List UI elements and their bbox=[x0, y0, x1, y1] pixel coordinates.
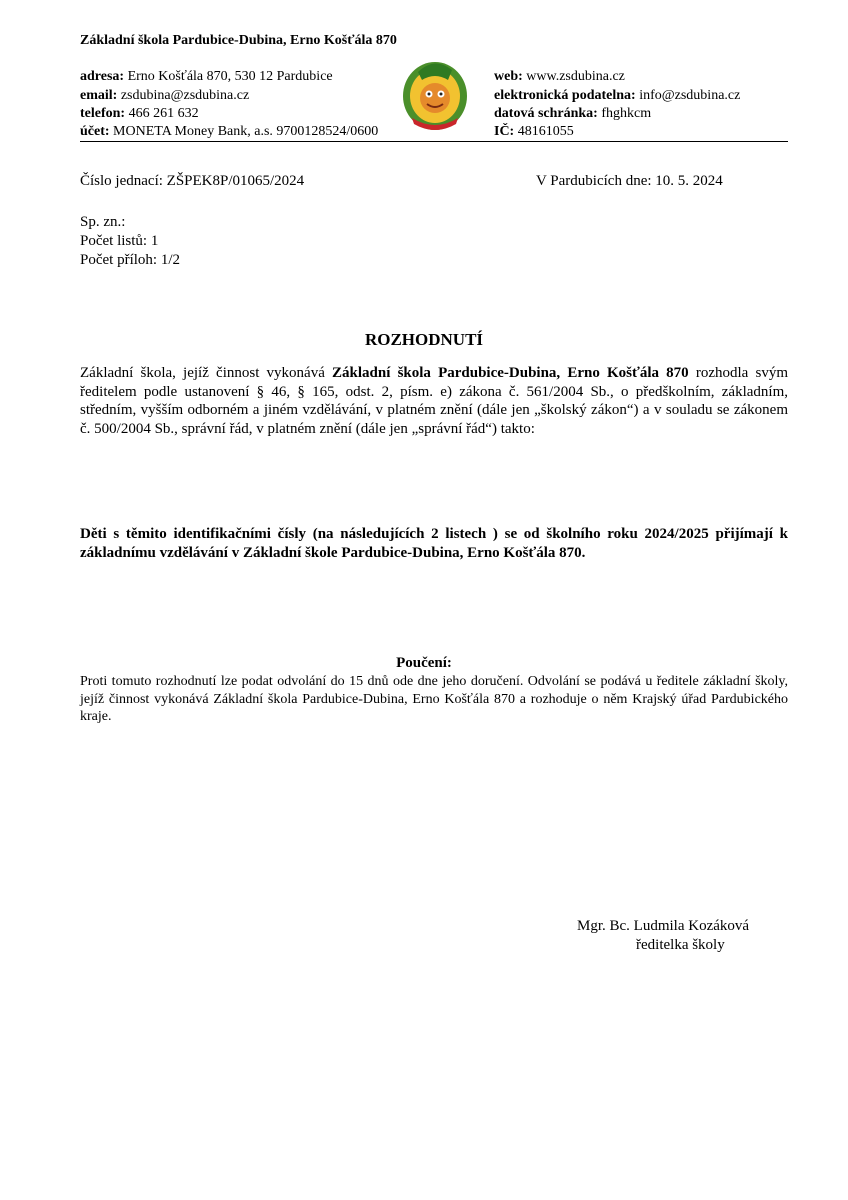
header-account: účet: MONETA Money Bank, a.s. 9700128524/0600 bbox=[80, 124, 379, 139]
decision-statement: Děti s těmito identifikačními čísly (na následujících 2 listech ) se od školního roku 2024/2025 přijímají k základnímu vzdělávání v Základní škole Pardubice-Dubina, Erno Košťála 870. bbox=[80, 526, 788, 561]
cislo-jednaci: Číslo jednací: ZŠPEK8P/01065/2024 bbox=[80, 173, 305, 189]
header-divider bbox=[80, 141, 788, 142]
document-title: ROZHODNUTÍ bbox=[364, 330, 484, 349]
header-podatelna: elektronická podatelna: info@zsdubina.cz bbox=[494, 88, 741, 103]
header-datova-schranka: datová schránka: fhghkcm bbox=[494, 106, 652, 121]
document-date: V Pardubicích dne: 10. 5. 2024 bbox=[536, 173, 723, 189]
signature-role: ředitelka školy bbox=[636, 937, 725, 953]
school-name: Základní škola Pardubice-Dubina, Erno Košťála 870 bbox=[80, 33, 397, 48]
sp-zn: Sp. zn.: bbox=[80, 214, 126, 230]
header-email: email: zsdubina@zsdubina.cz bbox=[80, 88, 250, 103]
header-address: adresa: Erno Košťála 870, 530 12 Pardubice bbox=[80, 69, 333, 84]
school-mascot-logo-icon bbox=[398, 52, 472, 134]
decision-intro: Základní škola, jejíž činnost vykonává Základní škola Pardubice-Dubina, Erno Košťála 870 rozhodla svým ředitelem podle ustanovení § 46, § 165, odst. 2, písm. e) zákona č. 561/2004 Sb., o předškolním, základním, středním, vyšším odborném a jiném vzdělávání, v platném znění (dále jen „školský zákon“) a v souladu se zákonem č. 500/2004 Sb., správní řád, v platném znění (dále jen „správní řád“) takto: bbox=[80, 365, 789, 437]
header-web: web: www.zsdubina.cz bbox=[494, 69, 625, 84]
pouceni-text: Proti tomuto rozhodnutí lze podat odvolání do 15 dnů ode dne jeho doručení. Odvolání se podává u ředitele základní školy, jejíž činnost vykonává Základní škola Pardubice-Dubina, Erno Košťála 870 a rozhoduje o něm Krajský úřad Pardubického kraje. bbox=[80, 674, 788, 724]
pocet-listu: Počet listů: 1 bbox=[80, 233, 159, 249]
pouceni-title: Poučení: bbox=[396, 655, 452, 671]
pocet-priloh: Počet příloh: 1/2 bbox=[80, 252, 180, 268]
header-phone: telefon: 466 261 632 bbox=[80, 106, 199, 121]
header-ic: IČ: 48161055 bbox=[494, 124, 574, 139]
signature-name: Mgr. Bc. Ludmila Kozáková bbox=[577, 918, 750, 934]
